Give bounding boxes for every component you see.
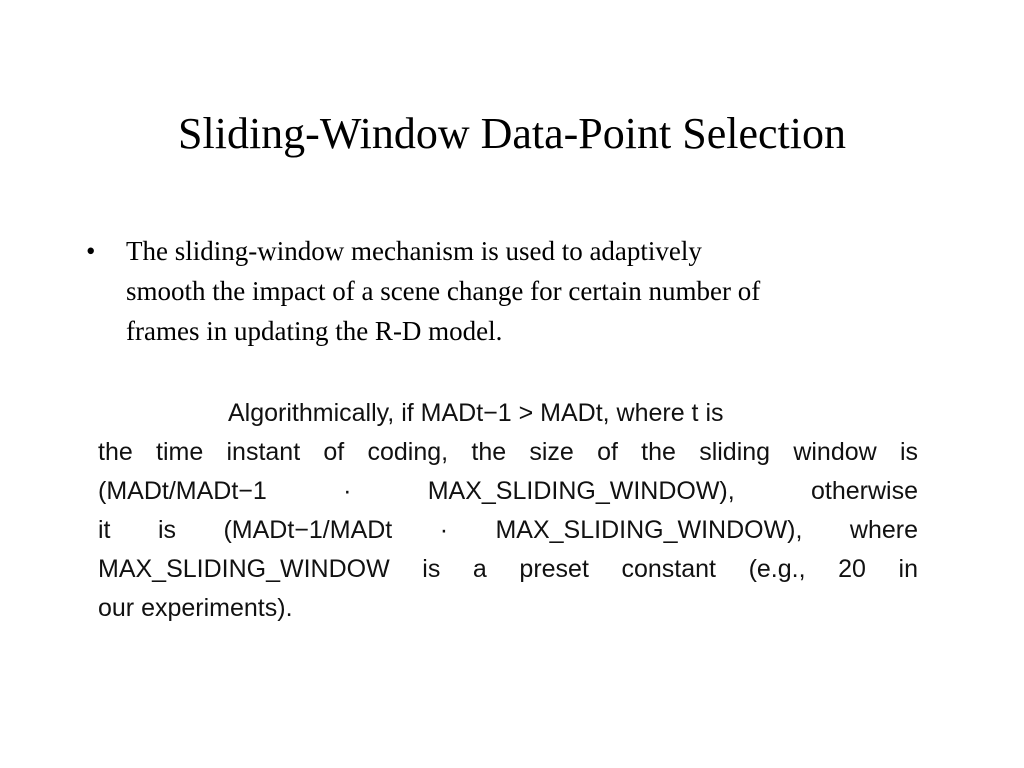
excerpt-line: it is (MADt−1/MADt · MAX_SLIDING_WINDOW), where <box>98 516 918 544</box>
excerpt-line: (MADt/MADt−1 · MAX_SLIDING_WINDOW), otherwise <box>98 477 918 505</box>
paper-excerpt-image <box>98 394 918 628</box>
bullet-line: frames in updating the R-D model. <box>126 316 503 346</box>
slide-title: Sliding-Window Data-Point Selection <box>178 109 846 158</box>
excerpt-line: the time instant of coding, the size of the sliding window is <box>98 438 918 466</box>
bullet-line: smooth the impact of a scene change for certain number of <box>126 276 761 306</box>
bullet-line: The sliding-window mechanism is used to adaptively <box>126 236 702 266</box>
excerpt-line: Algorithmically, if MADt−1 > MADt, where t is <box>228 399 724 427</box>
bullet-item <box>86 231 946 351</box>
excerpt-line: MAX_SLIDING_WINDOW is a preset constant (e.g., 20 in <box>98 555 918 583</box>
bullet-marker: • <box>86 236 96 266</box>
bullet-text <box>126 231 946 351</box>
excerpt-line: our experiments). <box>98 594 293 622</box>
